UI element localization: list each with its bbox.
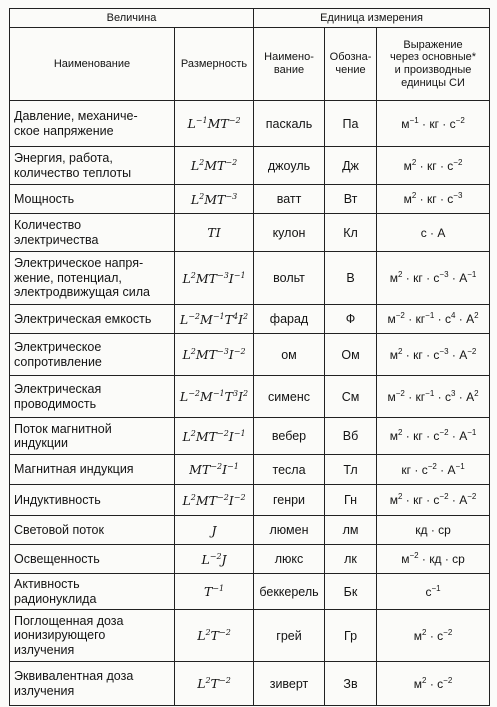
si-expression-cell: $м^2$ · кг · $с^{-3}$ [377, 185, 490, 214]
unit-name-cell: вольт [254, 252, 325, 305]
header-group-row [10, 9, 490, 28]
quantity-name-cell: Мощность [10, 185, 175, 214]
unit-name-cell: генри [254, 485, 325, 516]
unit-symbol-cell: Ф [325, 305, 377, 334]
dimension-cell: $L^{-2}M^{-1}T^4I^2$ [175, 305, 254, 334]
group-unit-header: Единица измерения [254, 9, 490, 28]
col-name-header: Наименование [10, 28, 175, 101]
dimension-cell: $L^2MT^{-3}I^{-1}$ [175, 252, 254, 305]
table-header [10, 9, 490, 101]
unit-name-cell: люмен [254, 516, 325, 545]
si-expression-cell: $м^2$ · кг · $с^{-2} \cdot А^{-1}$ [377, 418, 490, 455]
unit-name-cell: грей [254, 610, 325, 662]
unit-name-cell: люкс [254, 545, 325, 574]
quantity-name-cell: Освещенность [10, 545, 175, 574]
dimension-cell: $L^2MT^{-3}$ [175, 185, 254, 214]
si-expression-cell: $м^{-2} \cdot кг^{-1} \cdot с^3 \cdot А^2$ [377, 376, 490, 418]
unit-name-cell: тесла [254, 455, 325, 485]
table-row [10, 485, 490, 516]
unit-symbol-cell: лк [325, 545, 377, 574]
unit-symbol-cell: Гн [325, 485, 377, 516]
col-dimension-header: Размерность [175, 28, 254, 101]
table-row [10, 147, 490, 185]
table-row [10, 662, 490, 706]
si-expression-cell: $м^2$ · кг · $с^{-3} \cdot А^{-1}$ [377, 252, 490, 305]
si-expression-cell: $м^2$ · кг · $с^{-3} \cdot А^{-2}$ [377, 334, 490, 376]
si-units-table [9, 8, 490, 706]
unit-symbol-cell: В [325, 252, 377, 305]
unit-symbol-cell: См [325, 376, 377, 418]
quantity-name-cell: Световой поток [10, 516, 175, 545]
unit-name-cell: кулон [254, 214, 325, 252]
unit-symbol-cell: Вб [325, 418, 377, 455]
dimension-cell: $L^2MT^{-2}$ [175, 147, 254, 185]
unit-symbol-cell: Гр [325, 610, 377, 662]
quantity-name-cell: Давление, механиче- ское напряжение [10, 101, 175, 147]
unit-name-cell: сименс [254, 376, 325, 418]
si-expression-cell: кд · ср [377, 516, 490, 545]
table-row [10, 574, 490, 610]
quantity-name-cell: Магнитная индукция [10, 455, 175, 485]
quantity-name-cell: Активность радионуклида [10, 574, 175, 610]
col-symbol-header: Обозна- чение [325, 28, 377, 101]
unit-symbol-cell: Бк [325, 574, 377, 610]
unit-name-cell: фарад [254, 305, 325, 334]
unit-name-cell: беккерель [254, 574, 325, 610]
unit-symbol-cell: лм [325, 516, 377, 545]
si-expression-cell: $м^{-2}$ · кд · ср [377, 545, 490, 574]
table-row [10, 516, 490, 545]
unit-symbol-cell: Кл [325, 214, 377, 252]
si-expression-cell: $м^{-2} \cdot кг^{-1} \cdot с^4 \cdot А^2$ [377, 305, 490, 334]
quantity-name-cell: Поглощенная доза ионизирующего излучения [10, 610, 175, 662]
si-expression-cell: $м^2 \cdot с^{-2}$ [377, 662, 490, 706]
si-expression-cell: $м^{-1}$ · кг · $с^{-2}$ [377, 101, 490, 147]
table-row [10, 252, 490, 305]
unit-symbol-cell: Вт [325, 185, 377, 214]
si-expression-cell: $с^{-1}$ [377, 574, 490, 610]
table-row [10, 305, 490, 334]
table-row [10, 214, 490, 252]
dimension-cell: $L^2MT^{-3}I^{-2}$ [175, 334, 254, 376]
dimension-cell: $L^2T^{-2}$ [175, 610, 254, 662]
unit-name-cell: вебер [254, 418, 325, 455]
dimension-cell: $L^2MT^{-2}I^{-2}$ [175, 485, 254, 516]
si-expression-cell: $м^2$ · кг · $с^{-2} \cdot А^{-2}$ [377, 485, 490, 516]
quantity-name-cell: Количество электричества [10, 214, 175, 252]
quantity-name-cell: Эквивалентная доза излучения [10, 662, 175, 706]
table-row [10, 418, 490, 455]
col-unit-name-header: Наимено- вание [254, 28, 325, 101]
dimension-cell: TI [175, 214, 254, 252]
quantity-name-cell: Поток магнитной индукции [10, 418, 175, 455]
unit-name-cell: зиверт [254, 662, 325, 706]
dimension-cell: $L^2MT^{-2}I^{-1}$ [175, 418, 254, 455]
unit-symbol-cell: Дж [325, 147, 377, 185]
dimension-cell: $L^2T^{-2}$ [175, 662, 254, 706]
unit-name-cell: паскаль [254, 101, 325, 147]
si-expression-cell: $м^2$ · кг · $с^{-2}$ [377, 147, 490, 185]
group-quantity-header: Величина [10, 9, 254, 28]
quantity-name-cell: Электрическая проводимость [10, 376, 175, 418]
unit-symbol-cell: Тл [325, 455, 377, 485]
dimension-cell: $L^{-2}J$ [175, 545, 254, 574]
unit-name-cell: ом [254, 334, 325, 376]
table-row [10, 545, 490, 574]
dimension-cell: $L^{-2}M^{-1}T^3I^2$ [175, 376, 254, 418]
si-expression-cell: с · А [377, 214, 490, 252]
quantity-name-cell: Электрическое напря- жение, потенциал, электродвижущая сила [10, 252, 175, 305]
table-body [10, 101, 490, 706]
quantity-name-cell: Энергия, работа, количество теплоты [10, 147, 175, 185]
col-expression-header: Выражение через основные* и производные единицы СИ [377, 28, 490, 101]
table-row [10, 334, 490, 376]
unit-name-cell: джоуль [254, 147, 325, 185]
si-expression-cell: $м^2 \cdot с^{-2}$ [377, 610, 490, 662]
dimension-cell: $T^{-1}$ [175, 574, 254, 610]
table-row [10, 376, 490, 418]
table-row [10, 455, 490, 485]
si-expression-cell: кг · $с^{-2} \cdot А^{-1}$ [377, 455, 490, 485]
table-row [10, 101, 490, 147]
quantity-name-cell: Электрическое сопротивление [10, 334, 175, 376]
quantity-name-cell: Электрическая емкость [10, 305, 175, 334]
table-row [10, 610, 490, 662]
quantity-name-cell: Индуктивность [10, 485, 175, 516]
table-row [10, 185, 490, 214]
dimension-cell: $L^{-1}MT^{-2}$ [175, 101, 254, 147]
unit-symbol-cell: Ом [325, 334, 377, 376]
unit-symbol-cell: Па [325, 101, 377, 147]
unit-symbol-cell: Зв [325, 662, 377, 706]
dimension-cell: J [175, 516, 254, 545]
unit-name-cell: ватт [254, 185, 325, 214]
dimension-cell: $MT^{-2}I^{-1}$ [175, 455, 254, 485]
header-column-row [10, 28, 490, 101]
